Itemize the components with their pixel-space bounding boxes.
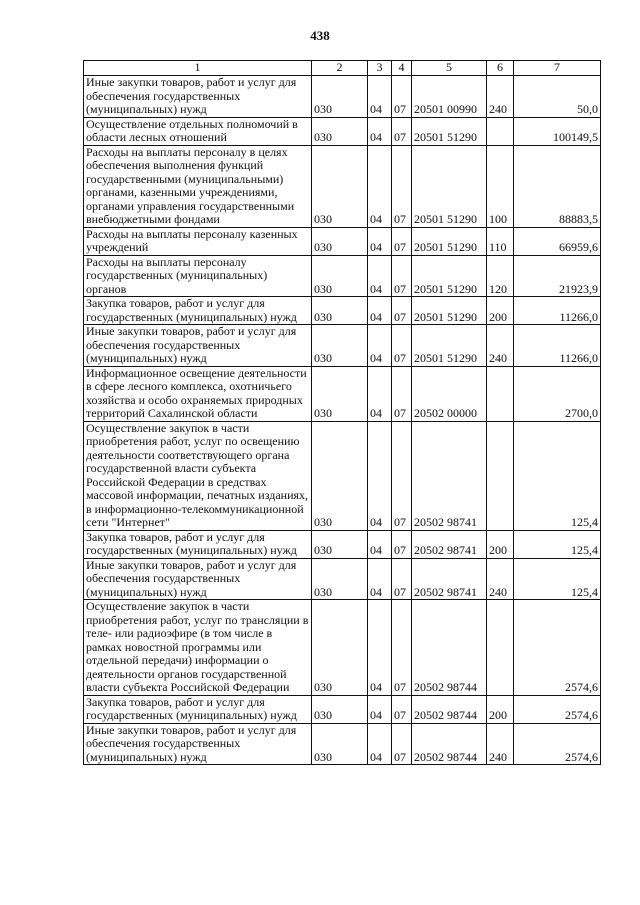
cell-target-article: 20501 51290 xyxy=(412,117,487,145)
cell-expense-type xyxy=(487,600,514,696)
cell-admin-code: 030 xyxy=(312,530,368,558)
header-row xyxy=(84,61,601,76)
table-row xyxy=(84,695,601,723)
cell-admin-code: 030 xyxy=(312,297,368,325)
cell-amount: 2574,6 xyxy=(514,723,601,765)
row-name: Расходы на выплаты персоналу государственных (муниципальных) органов xyxy=(84,255,312,297)
cell-amount: 50,0 xyxy=(514,76,601,118)
cell-amount: 11266,0 xyxy=(514,325,601,367)
cell-target-article: 20502 00000 xyxy=(412,366,487,421)
cell-subsection: 07 xyxy=(392,227,412,255)
cell-expense-type: 100 xyxy=(487,145,514,227)
page-number: 438 xyxy=(310,28,330,43)
cell-section: 04 xyxy=(368,297,392,325)
cell-admin-code: 030 xyxy=(312,558,368,600)
cell-section: 04 xyxy=(368,421,392,530)
table-row xyxy=(84,558,601,600)
cell-admin-code: 030 xyxy=(312,421,368,530)
cell-target-article: 20501 51290 xyxy=(412,297,487,325)
cell-subsection: 07 xyxy=(392,723,412,765)
cell-amount: 125,4 xyxy=(514,530,601,558)
table-row xyxy=(84,297,601,325)
cell-target-article: 20502 98744 xyxy=(412,600,487,696)
table-row xyxy=(84,117,601,145)
table-row xyxy=(84,227,601,255)
cell-expense-type: 120 xyxy=(487,255,514,297)
cell-target-article: 20502 98741 xyxy=(412,558,487,600)
header-cell: 5 xyxy=(412,61,487,76)
cell-expense-type xyxy=(487,366,514,421)
cell-amount: 125,4 xyxy=(514,421,601,530)
table-row xyxy=(84,723,601,765)
cell-admin-code: 030 xyxy=(312,227,368,255)
cell-amount: 100149,5 xyxy=(514,117,601,145)
header-cell: 7 xyxy=(514,61,601,76)
row-name: Закупка товаров, работ и услуг для государственных (муниципальных) нужд xyxy=(84,297,312,325)
row-name: Иные закупки товаров, работ и услуг для обеспечения государственных (муниципальных) нужд xyxy=(84,558,312,600)
row-name: Расходы на выплаты персоналу в целях обеспечения выполнения функций государственными (муниципальными) органами, казенными учреждениями, органами управления государственными внебюджетными фондами xyxy=(84,145,312,227)
cell-section: 04 xyxy=(368,255,392,297)
cell-section: 04 xyxy=(368,325,392,367)
row-name: Осуществление закупок в части приобретения работ, услуг по трансляции в теле- или радиоэфире (в том числе в рамках новостной программы или отдельной передачи) информации о деятельности органов государственной власти субъекта Российской Федерации xyxy=(84,600,312,696)
row-name: Закупка товаров, работ и услуг для государственных (муниципальных) нужд xyxy=(84,530,312,558)
cell-target-article: 20501 00990 xyxy=(412,76,487,118)
cell-target-article: 20501 51290 xyxy=(412,145,487,227)
cell-subsection: 07 xyxy=(392,695,412,723)
header-cell: 1 xyxy=(84,61,312,76)
cell-amount: 2574,6 xyxy=(514,695,601,723)
cell-subsection: 07 xyxy=(392,366,412,421)
cell-subsection: 07 xyxy=(392,421,412,530)
cell-admin-code: 030 xyxy=(312,255,368,297)
cell-amount: 88883,5 xyxy=(514,145,601,227)
cell-target-article: 20502 98744 xyxy=(412,695,487,723)
cell-section: 04 xyxy=(368,558,392,600)
cell-expense-type: 240 xyxy=(487,723,514,765)
cell-section: 04 xyxy=(368,530,392,558)
header-cell: 3 xyxy=(368,61,392,76)
cell-amount: 125,4 xyxy=(514,558,601,600)
cell-admin-code: 030 xyxy=(312,325,368,367)
table-row xyxy=(84,76,601,118)
cell-subsection: 07 xyxy=(392,76,412,118)
cell-amount: 66959,6 xyxy=(514,227,601,255)
cell-subsection: 07 xyxy=(392,145,412,227)
cell-subsection: 07 xyxy=(392,117,412,145)
cell-section: 04 xyxy=(368,227,392,255)
cell-target-article: 20502 98741 xyxy=(412,421,487,530)
row-name: Расходы на выплаты персоналу казенных учреждений xyxy=(84,227,312,255)
header-cell: 2 xyxy=(312,61,368,76)
cell-admin-code: 030 xyxy=(312,145,368,227)
row-name: Закупка товаров, работ и услуг для государственных (муниципальных) нужд xyxy=(84,695,312,723)
cell-subsection: 07 xyxy=(392,297,412,325)
table-row xyxy=(84,255,601,297)
cell-target-article: 20501 51290 xyxy=(412,325,487,367)
cell-section: 04 xyxy=(368,695,392,723)
cell-section: 04 xyxy=(368,600,392,696)
cell-section: 04 xyxy=(368,723,392,765)
header-cell: 6 xyxy=(487,61,514,76)
cell-subsection: 07 xyxy=(392,255,412,297)
cell-expense-type xyxy=(487,117,514,145)
header-cell: 4 xyxy=(392,61,412,76)
cell-expense-type: 240 xyxy=(487,325,514,367)
cell-target-article: 20502 98744 xyxy=(412,723,487,765)
cell-target-article: 20501 51290 xyxy=(412,255,487,297)
row-name: Информационное освещение деятельности в сфере лесного комплекса, охотничьего хозяйства и особо охраняемых природных территорий Сахалинской области xyxy=(84,366,312,421)
cell-subsection: 07 xyxy=(392,558,412,600)
cell-expense-type: 240 xyxy=(487,76,514,118)
row-name: Иные закупки товаров, работ и услуг для обеспечения государственных (муниципальных) нужд xyxy=(84,723,312,765)
row-name: Иные закупки товаров, работ и услуг для обеспечения государственных (муниципальных) нужд xyxy=(84,325,312,367)
cell-subsection: 07 xyxy=(392,325,412,367)
cell-amount: 2700,0 xyxy=(514,366,601,421)
cell-subsection: 07 xyxy=(392,600,412,696)
table-row xyxy=(84,600,601,696)
cell-admin-code: 030 xyxy=(312,117,368,145)
cell-amount: 21923,9 xyxy=(514,255,601,297)
row-name: Осуществление закупок в части приобретения работ, услуг по освещению деятельности соответствующего органа государственной власти субъекта Российской Федерации в средствах массовой информации, печатных изданиях, в информационно-телекоммуникационной сети "Интернет" xyxy=(84,421,312,530)
cell-expense-type: 200 xyxy=(487,530,514,558)
cell-target-article: 20501 51290 xyxy=(412,227,487,255)
cell-section: 04 xyxy=(368,76,392,118)
cell-admin-code: 030 xyxy=(312,76,368,118)
row-name: Иные закупки товаров, работ и услуг для обеспечения государственных (муниципальных) нужд xyxy=(84,76,312,118)
cell-amount: 2574,6 xyxy=(514,600,601,696)
row-name: Осуществление отдельных полномочий в области лесных отношений xyxy=(84,117,312,145)
table-row xyxy=(84,366,601,421)
table-row xyxy=(84,421,601,530)
cell-expense-type: 240 xyxy=(487,558,514,600)
cell-expense-type xyxy=(487,421,514,530)
cell-subsection: 07 xyxy=(392,530,412,558)
cell-admin-code: 030 xyxy=(312,723,368,765)
cell-admin-code: 030 xyxy=(312,366,368,421)
table-row xyxy=(84,325,601,367)
cell-target-article: 20502 98741 xyxy=(412,530,487,558)
cell-admin-code: 030 xyxy=(312,695,368,723)
table-row xyxy=(84,530,601,558)
cell-amount: 11266,0 xyxy=(514,297,601,325)
cell-section: 04 xyxy=(368,117,392,145)
cell-expense-type: 200 xyxy=(487,297,514,325)
cell-expense-type: 110 xyxy=(487,227,514,255)
cell-section: 04 xyxy=(368,145,392,227)
cell-admin-code: 030 xyxy=(312,600,368,696)
budget-table xyxy=(83,60,601,765)
cell-section: 04 xyxy=(368,366,392,421)
table-row xyxy=(84,145,601,227)
cell-expense-type: 200 xyxy=(487,695,514,723)
